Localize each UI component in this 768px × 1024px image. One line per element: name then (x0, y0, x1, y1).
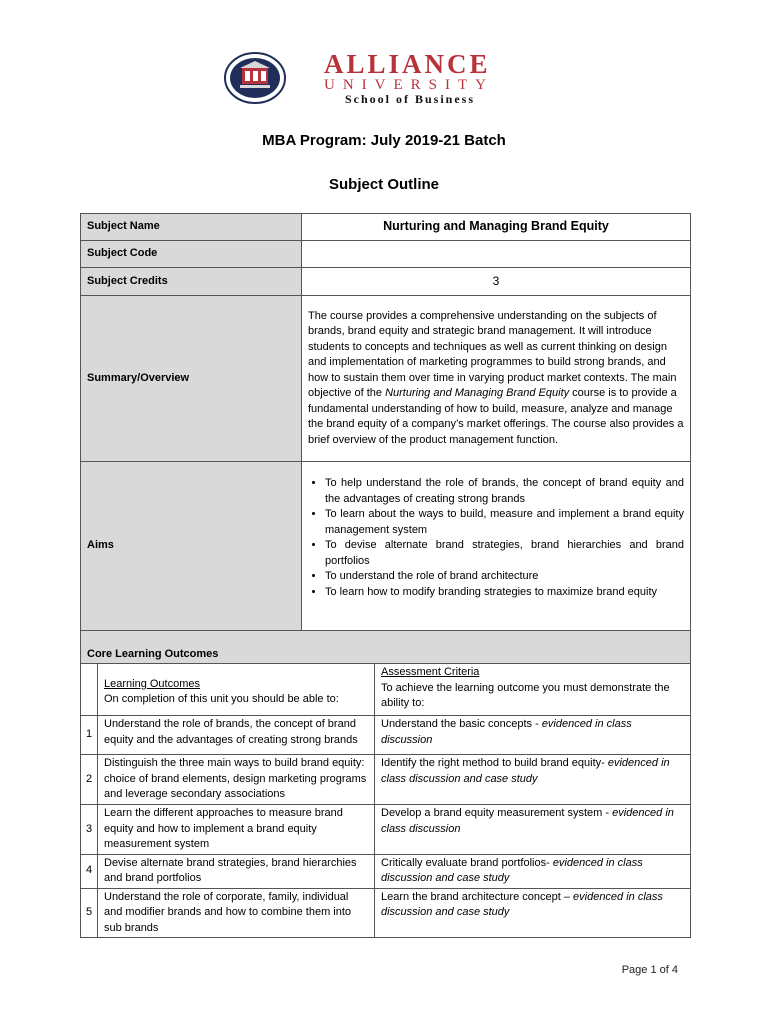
summary-row (81, 296, 691, 462)
university-logo (224, 50, 544, 108)
assessment-criteria-header: Assessment Criteria To achieve the learning outcome you must demonstrate the ability to: (375, 664, 691, 716)
outcome-text: Devise alternate brand strategies, brand hierarchies and brand portfolios (98, 854, 375, 888)
blank-cell (81, 664, 98, 716)
logo-line-3: School of Business (345, 92, 476, 106)
outcome-row (81, 716, 691, 755)
outcome-number: 1 (81, 716, 98, 755)
learning-outcomes-header: Learning Outcomes On completion of this unit you should be able to: (98, 664, 375, 716)
outcomes-header-row (81, 664, 691, 716)
core-learning-outcomes-title: Core Learning Outcomes (81, 631, 691, 664)
outline-title: Subject Outline (328, 176, 439, 193)
subject-name-row (81, 214, 691, 241)
university-seal-icon (224, 52, 286, 104)
criteria-text: Develop a brand equity measurement system - evidenced in class discussion (375, 805, 691, 855)
subject-name-label: Subject Name (81, 214, 302, 241)
subject-table (80, 213, 691, 631)
outcome-row (81, 854, 691, 888)
subject-code-label: Subject Code (81, 241, 302, 268)
aims-list (308, 476, 684, 600)
summary-text: The course provides a comprehensive understanding on the subjects of brands, brand equity and strategic brand management. It will introduce students to concepts and techniques as well as current thinking on design and implementation of marketing programmes to build strong brands, and how to sustain them over time in varying product market contexts. The main objective of the Nurturing and Managing Brand Equity course is to provide a fundamental understanding of how to build, measure, analyze and manage the brand equity of a company’s market offerings. The course also provides a brief overview of the product management function. (302, 296, 691, 462)
outcome-text: Learn the different approaches to measure brand equity and how to implement a brand equity measurement system (98, 805, 375, 855)
criteria-text: Learn the brand architecture concept – evidenced in class discussion and case study (375, 888, 691, 938)
outcome-number: 2 (81, 755, 98, 805)
aims-row (81, 462, 691, 631)
program-title: MBA Program: July 2019-21 Batch (262, 132, 506, 149)
page-number: Page 1 of 4 (621, 964, 678, 976)
aim-item: • To devise alternate brand strategies, brand hierarchies and brand portfolios (325, 538, 684, 569)
outcome-text: Understand the role of corporate, family, individual and modifier brands and how to combine them into sub brands (98, 888, 375, 938)
subject-credits-label: Subject Credits (81, 268, 302, 296)
aims-list-cell (302, 462, 691, 631)
subject-name-value: Nurturing and Managing Brand Equity (302, 214, 691, 241)
outcome-row (81, 888, 691, 938)
subject-code-value (302, 241, 691, 268)
subject-code-row (81, 241, 691, 268)
criteria-text: Understand the basic concepts - evidenced in class discussion (375, 716, 691, 755)
aims-label: Aims (81, 462, 302, 631)
logo-line-1: ALLIANCE (324, 49, 491, 79)
outcomes-section-row (81, 631, 691, 664)
aim-item: • To help understand the role of brands, the concept of brand equity and the advantages of creating strong brands (325, 476, 684, 507)
summary-label: Summary/Overview (81, 296, 302, 462)
logo-line-2: UNIVERSITY (324, 77, 494, 93)
outcome-number: 3 (81, 805, 98, 855)
outcome-row (81, 755, 691, 805)
outcome-text: Distinguish the three main ways to build brand equity: choice of brand elements, design marketing programs and leverage secondary associations (98, 755, 375, 805)
aim-item: • To understand the role of brand architecture (325, 569, 684, 585)
criteria-text: Critically evaluate brand portfolios- evidenced in class discussion and case study (375, 854, 691, 888)
outcomes-table (80, 630, 691, 938)
outcome-row (81, 805, 691, 855)
outcome-text: Understand the role of brands, the concept of brand equity and the advantages of creating strong brands (98, 716, 375, 755)
outcome-number: 5 (81, 888, 98, 938)
subject-credits-row (81, 268, 691, 296)
aim-item: • To learn how to modify branding strategies to maximize brand equity (325, 585, 684, 601)
aim-item: • To learn about the ways to build, measure and implement a brand equity management system (325, 507, 684, 538)
outcome-number: 4 (81, 854, 98, 888)
criteria-text: Identify the right method to build brand equity- evidenced in class discussion and case study (375, 755, 691, 805)
subject-credits-value: 3 (302, 268, 691, 296)
